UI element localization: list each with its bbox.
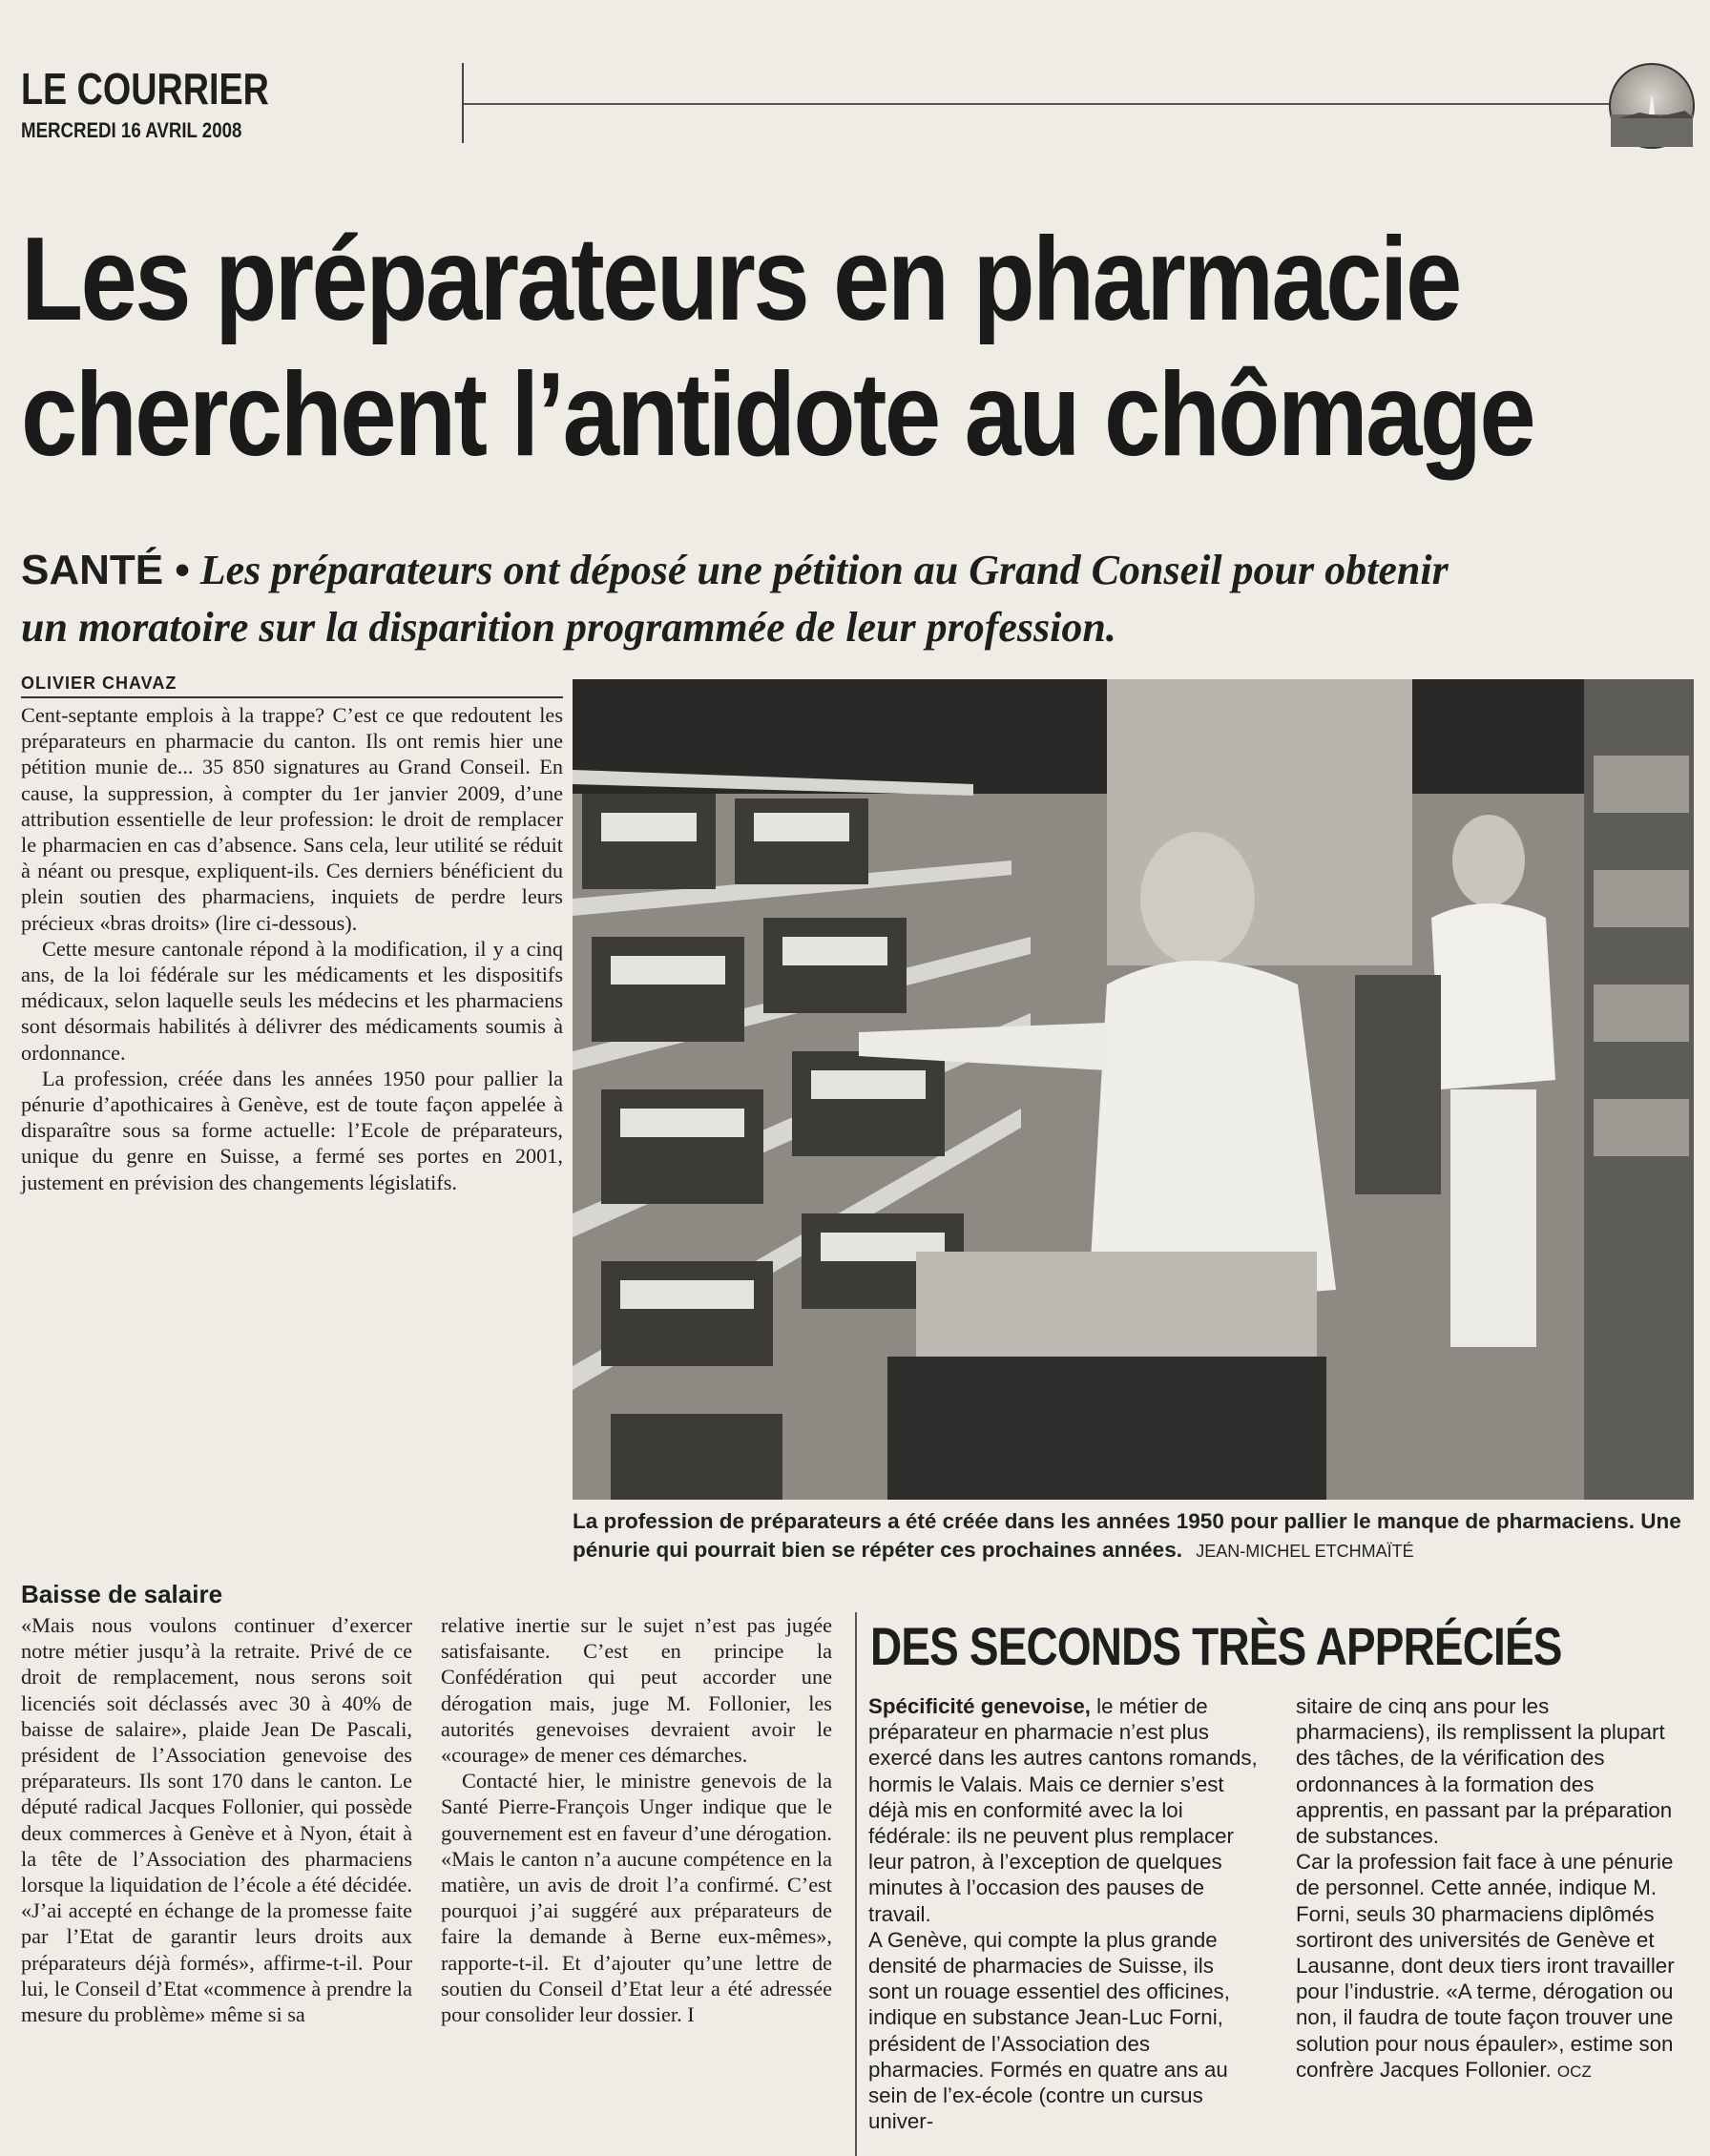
sidebar-text: Car la profession fait face à une pénurie de personnel. Cette année, indique M. Forni, seuls 30 pharmaciens diplômés sortiront des universités de Genève et Lausanne, dont deux tiers iront travailler pour l’industrie. «A terme, dérogation ou non, il faudra de toute façon trouver une solution pour nous épauler», estime son confrère Jacques Follonier. [1296, 1850, 1675, 2082]
city-emblem-icon [1609, 63, 1695, 149]
paragraph: Cent-septante emplois à la trappe? C’est ce que redoutent les préparateurs en pharmacie du canton. Ils ont remis hier une pétition munie de... 35 850 signatures au Grand Conseil. En cause, la suppression, à compter du 1er janvier 2009, d’une attribution essentielle de leur profession: le droit de remplacer le pharmacien en cas d’absence. Sans cela, leur utilité se réduit à néant ou presque, expliquent-ils. Ces derniers bénéficient du plein soutien des pharmaciens, inquiets de perdre leurs précieux «bras droits» (lire ci-dessous). [21, 703, 563, 935]
headline-line-2: cherchent l’antidote au chômage [21, 349, 1534, 481]
article-column-lower-2 [441, 1612, 832, 2027]
author-initials: OCZ [1556, 2062, 1592, 2081]
paragraph: «Mais nous voulons continuer d’exercer notre métier jusqu’à la retraite. Privé de ce droit de remplacement, nous serons soit licenciés soit déclassés avec 30 à 40% de baisse de salaire», plaide Jean De Pascali, président de l’Association genevoise des préparateurs. Ils sont 170 dans le canton. Le député radical Jacques Follonier, qui possède deux commerces à Genève et à Nyon, était à la tête de l’Association des pharmaciens lorsque la liquidation de l’école a été décidée. «J’ai accepté en échange de la promesse faite par l’Etat de garantir leurs droits aux préparateurs déjà formés», affirme-t-il. Pour lui, le Conseil d’Etat «commence à prendre la mesure du problème» même si sa [21, 1613, 412, 2027]
paragraph: La profession, créée dans les années 1950 pour pallier la pénurie d’apothicaires à Genève, est de toute façon appelée à disparaître sous sa forme actuelle: l’Ecole de préparateurs, unique du genre en Suisse, a fermé ses portes en 2001, justement en prévision des changements législatifs. [21, 1066, 563, 1194]
kicker-label: SANTÉ • [21, 547, 190, 593]
kicker-line-2: un moratoire sur la disparition programmée de leur profession. [21, 604, 1116, 651]
paragraph: sitaire de cinq ans pour les pharmaciens), ils remplissent la plupart des tâches, de la vérification des ordonnances à la formation des apprentis, en passant par la préparation de substances. [1296, 1694, 1673, 1849]
paragraph: A Genève, qui compte la plus grande densité de pharmacies de Suisse, ils sont un rouage essentiel des officines, indique en substance Jean-Luc Forni, président de l’Association des pharmacies. Formés en quatre ans au sein de l’ex-école (contre un cursus univer- [868, 1927, 1230, 2134]
sidebar-text: le métier de préparateur en pharmacie n’est plus exercé dans les autres cantons romands, hormis le Valais. Mais ce dernier s’est déjà mis en conformité avec la loi fédérale: ils ne peuvent plus remplacer leur patron, à l’exception de quelques minutes à l’occasion des pauses de travail. [868, 1694, 1258, 1926]
subhead: Baisse de salaire [21, 1580, 223, 1608]
photo-credit: JEAN-MICHEL ETCHMAÏTÉ [1196, 1542, 1414, 1561]
article-column-lower-1 [21, 1612, 412, 2027]
caption-text: La profession de préparateurs a été créée dans les années 1950 pour pallier le manque de pharmaciens. Une pénurie qui pourrait bien se répéter ces prochaines années. [573, 1509, 1681, 1562]
headline [21, 212, 1534, 483]
sidebar-title: DES SECONDS TRÈS APPRÉCIÉS [870, 1616, 1562, 1676]
paragraph [1296, 1849, 1687, 2084]
paragraph: relative inertie sur le sujet n’est pas jugée satisfaisante. C’est en principe la Confédération qui peut accorder une dérogation mais, juge M. Follonier, les autorités genevoises devraient avoir le «courage» de mener ces démarches. [441, 1613, 832, 1768]
kicker-line-1: Les préparateurs ont déposé une pétition au Grand Conseil pour obtenir [199, 547, 1449, 593]
newspaper-name: LE COURRIER [21, 64, 269, 114]
sidebar-column-1 [868, 1693, 1260, 2134]
article-column-1 [21, 702, 563, 1195]
sidebar-lead: Spécificité genevoise, [868, 1694, 1091, 1718]
paragraph: Cette mesure cantonale répond à la modification, il y a cinq ans, de la loi fédérale sur les médicaments et les dispositifs médicaux, selon laquelle seuls les médecins et les pharmaciens sont désormais habilités à délivrer des médicaments soumis à ordonnance. [21, 936, 563, 1065]
headline-line-1: Les préparateurs en pharmacie [21, 214, 1460, 345]
photo-caption [573, 1507, 1694, 1565]
byline: OLIVIER CHAVAZ [21, 674, 563, 698]
sidebar-column-2 [1296, 1693, 1687, 2084]
kicker [21, 542, 1691, 656]
sidebar-divider [855, 1612, 857, 2156]
masthead-rule [464, 103, 1609, 105]
pharmacy-photo [573, 679, 1694, 1500]
paragraph: Contacté hier, le ministre genevois de la Santé Pierre-François Unger indique que le gouvernement est en faveur d’une dérogation. «Mais le canton n’a aucune compétence en la matière, un avis de droit l’a confirmé. C’est pourquoi j’ai suggéré aux préparateurs de faire la demande à Berne eux-mêmes», rapporte-t-il. Et d’ajouter qu’une lettre de soutien du Conseil d’Etat leur a été adressée pour consolider leur dossier. I [441, 1769, 832, 2027]
publication-date: MERCREDI 16 AVRIL 2008 [21, 118, 242, 142]
paragraph [868, 1693, 1260, 1927]
